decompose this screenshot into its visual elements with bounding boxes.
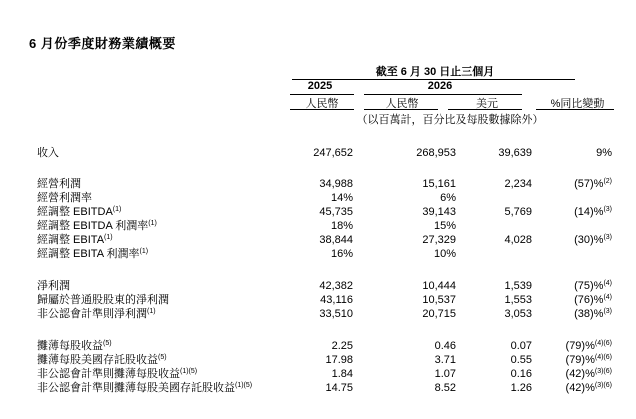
- value-2026-rmb: 10,537: [422, 294, 456, 306]
- value-2025-rmb: 17.98: [325, 354, 353, 366]
- value-2026-usd: 3,053: [504, 308, 532, 320]
- value-yoy: (79)%$^{(4)(6)}$: [565, 354, 612, 366]
- row-non-gaap-diluted-eps: [0, 367, 636, 381]
- value-2025-rmb: 14%: [330, 192, 353, 204]
- currency-2025-rmb: 人民幣: [305, 98, 339, 110]
- value-2026-usd: 0.55: [510, 354, 532, 366]
- row-label: 經營利潤率: [37, 192, 92, 204]
- row-label: 收入: [37, 147, 59, 159]
- value-2026-rmb: 10,444: [422, 280, 456, 292]
- value-yoy: (76)%$^{(4)}$: [574, 294, 612, 306]
- row-label: 攤薄每股美國存託股收益$^{(5)}$: [37, 354, 167, 366]
- value-2025-rmb: 33,510: [319, 308, 353, 320]
- value-2026-rmb: 8.52: [434, 382, 456, 394]
- currency-usd-underline: [448, 109, 522, 110]
- year-2026: 2026: [427, 80, 453, 92]
- row-label: 經調整 EBITDA 利潤率$^{(1)}$: [37, 220, 157, 232]
- value-2026-rmb: 10%: [433, 248, 456, 260]
- row-label: 非公認會計準則攤薄每股收益$^{(1)(5)}$: [37, 368, 198, 380]
- row-net-income: [0, 279, 636, 293]
- value-2025-rmb: 2.25: [331, 340, 353, 352]
- value-yoy: (42)%$^{(3)(6)}$: [565, 368, 612, 380]
- value-2026-rmb: 15,161: [422, 178, 456, 190]
- row-adjusted-ebita: [0, 233, 636, 247]
- value-2026-usd: 1,539: [504, 280, 532, 292]
- value-yoy: (38)%$^{(3)}$: [574, 308, 612, 320]
- row-label: 經調整 EBITA$^{(1)}$: [37, 234, 113, 246]
- row-label: 經營利潤: [37, 178, 81, 190]
- row-non-gaap-net-income: [0, 307, 636, 321]
- row-label: 非公認會計準則淨利潤$^{(1)}$: [37, 308, 156, 320]
- currency-2025-underline: [290, 109, 354, 110]
- currency-rmb-underline: [364, 109, 438, 110]
- value-2026-rmb: 20,715: [422, 308, 456, 320]
- page-title: 6 月份季度財務業績概要: [29, 36, 176, 51]
- value-yoy: (79)%$^{(4)(6)}$: [565, 340, 612, 352]
- row-label: 淨利潤: [37, 280, 70, 292]
- row-label: 經調整 EBITDA$^{(1)}$: [37, 206, 122, 218]
- row-revenue: [0, 146, 636, 160]
- row-label: 經調整 EBITA 利潤率$^{(1)}$: [37, 248, 149, 260]
- value-2025-rmb: 1.84: [331, 368, 353, 380]
- value-2026-usd: 1,553: [504, 294, 532, 306]
- value-2025-rmb: 38,844: [319, 234, 353, 246]
- yoy-underline: [536, 109, 614, 110]
- row-net-income-ordinary: [0, 293, 636, 307]
- value-2025-rmb: 43,116: [320, 294, 353, 306]
- value-yoy: (42)%$^{(3)(6)}$: [565, 382, 612, 394]
- value-yoy: 9%: [596, 147, 612, 159]
- value-2026-usd: 5,769: [504, 206, 532, 218]
- row-operating-income: [0, 177, 636, 191]
- value-2026-usd: 1.26: [510, 382, 532, 394]
- year-2025: 2025: [307, 80, 333, 92]
- value-2025-rmb: 45,735: [319, 206, 353, 218]
- value-2025-rmb: 16%: [330, 248, 353, 260]
- value-2026-rmb: 27,329: [422, 234, 456, 246]
- value-2025-rmb: 34,988: [319, 178, 353, 190]
- value-2026-rmb: 3.71: [434, 354, 456, 366]
- value-yoy: (30)%$^{(3)}$: [574, 234, 612, 246]
- value-2025-rmb: 42,382: [319, 280, 353, 292]
- value-2026-rmb: 39,143: [422, 206, 456, 218]
- period-header: 截至 6 月 30 日止三個月: [375, 66, 495, 78]
- currency-2026-usd: 美元: [476, 98, 498, 110]
- value-2026-usd: 39,639: [498, 147, 532, 159]
- row-label: 歸屬於普通股股東的淨利潤: [37, 294, 169, 306]
- value-2026-usd: 2,234: [504, 178, 532, 190]
- row-label: 攤薄每股收益$^{(5)}$: [37, 340, 112, 352]
- value-2026-rmb: 0.46: [434, 340, 456, 352]
- value-yoy: (14)%$^{(3)}$: [574, 206, 612, 218]
- row-adjusted-ebitda: [0, 205, 636, 219]
- value-2026-rmb: 1.07: [434, 368, 456, 380]
- row-diluted-eps: [0, 339, 636, 353]
- value-2026-rmb: 15%: [433, 220, 456, 232]
- value-2025-rmb: 18%: [330, 220, 353, 232]
- value-2026-usd: 4,028: [504, 234, 532, 246]
- value-2026-rmb: 268,953: [416, 147, 456, 159]
- currency-2026-rmb: 人民幣: [385, 98, 419, 110]
- value-yoy: (75)%$^{(4)}$: [574, 280, 612, 292]
- row-diluted-ads-eps: [0, 353, 636, 367]
- row-label: 非公認會計準則攤薄每股美國存託股收益$^{(1)(5)}$: [37, 382, 253, 394]
- row-non-gaap-diluted-ads-eps: [0, 381, 636, 395]
- row-operating-margin: [0, 191, 636, 205]
- value-2026-rmb: 6%: [440, 192, 456, 204]
- yoy-change-header: %同比變動: [550, 98, 605, 110]
- row-adjusted-ebita-margin: [0, 247, 636, 261]
- value-2025-rmb: 247,652: [313, 147, 353, 159]
- value-2025-rmb: 14.75: [325, 382, 353, 394]
- value-yoy: (57)%$^{(2)}$: [574, 178, 612, 190]
- units-note: （以百萬計，百分比及每股數據除外）: [356, 114, 544, 126]
- value-2026-usd: 0.07: [510, 340, 532, 352]
- row-adjusted-ebitda-margin: [0, 219, 636, 233]
- value-2026-usd: 0.16: [510, 368, 532, 380]
